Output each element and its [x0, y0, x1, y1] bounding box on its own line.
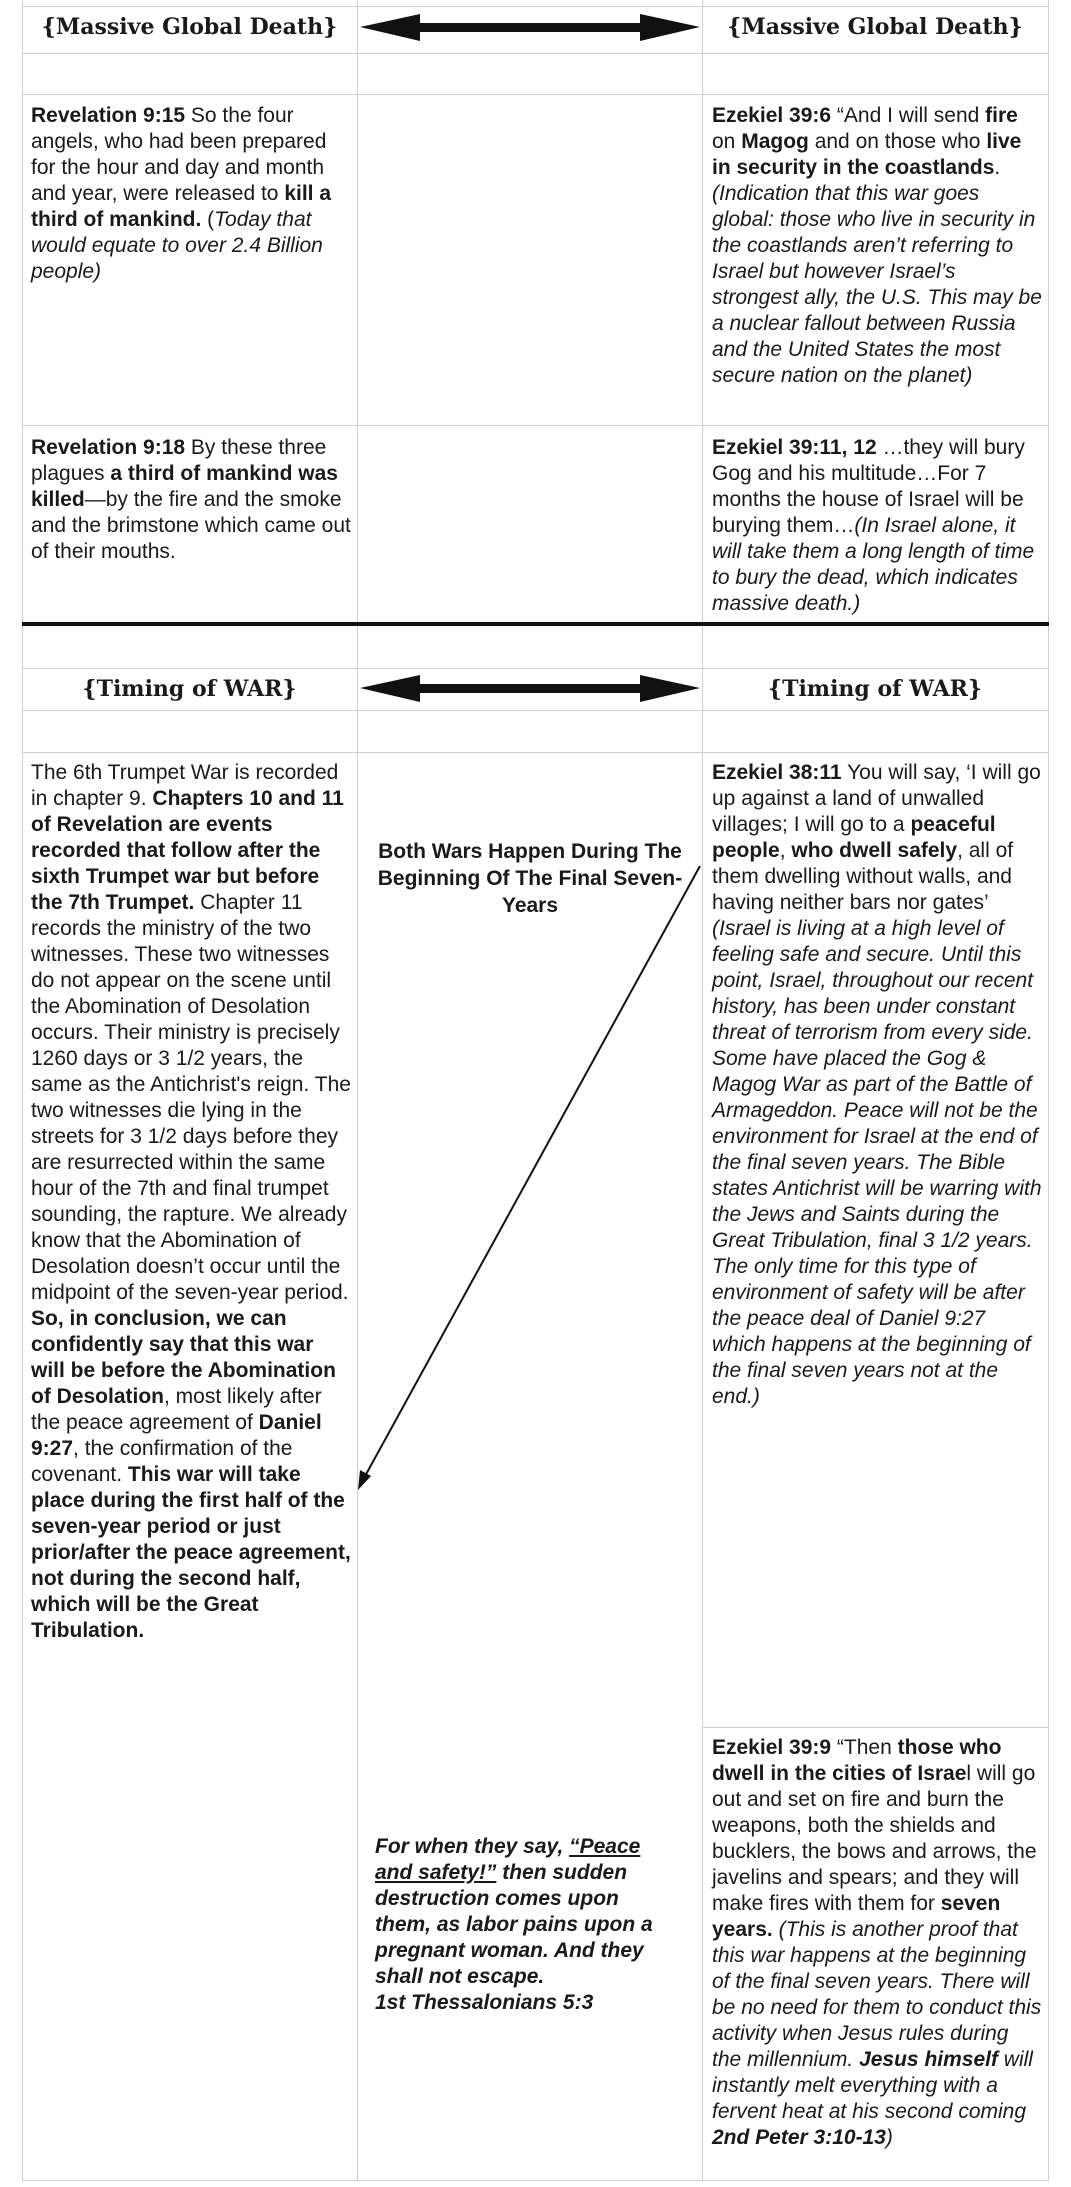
cell-bold-text: who dwell safely [791, 839, 958, 862]
cell-text: and on those who [808, 130, 987, 153]
cell-text: So the four angels, who had been prepared for the hour and day and month and year, were released to [31, 104, 327, 205]
cell-bold-text: kill a third of mankind. [31, 182, 332, 231]
cell-bold-text: 2nd Peter 3:10-13 [712, 2126, 886, 2149]
cell-bold-text: a third of mankind was killed [31, 462, 338, 511]
cell-bold-text: fire [985, 104, 1018, 127]
cell-bold-text: seven years. [712, 1892, 1001, 1941]
cell-bold-text: Daniel 9:27 [31, 1411, 322, 1460]
quote-underlined-text: “Peace and safety!” [375, 1835, 641, 1884]
cell-text: Chapter 11 records the ministry of the two witnesses. These two witnesses do not appear on the scene until the Abomination of Desolation occurs. Their ministry is precisely 1260 days or 3 1/2 years, the same as the Antichrist's reign. The two witnesses die lying in the streets for 3 1/2 days before they are resurrected within the same hour of the 7th and final trumpet sounding, the rapture. We already know that the Abomination of Desolation doesn’t occur until the midpoint of the seven-year period. [31, 891, 351, 1304]
header-massive-death-right: {Massive Global Death} [727, 14, 1023, 40]
scripture-reference: Revelation 9:15 [31, 104, 186, 127]
cell-bold-italic-text: Jesus himself [859, 2048, 998, 2071]
revelation-9-18-cell [31, 435, 353, 565]
cell-italic-text: will instantly melt everything with a fervent heat at his second coming [712, 2048, 1033, 2123]
ezekiel-38-11-cell [712, 760, 1042, 1410]
diagonal-arrow-icon [358, 866, 700, 1490]
ezekiel-39-11-cell [712, 435, 1042, 617]
cell-text: ( [201, 208, 215, 231]
cell-italic-text: (Israel is living at a high level of feeling safe and secure. Until this point, Israel, throughout our recent history, has been under constant threat of terrorism from every side. Some have placed the Gog & Magog War as part of the Battle of Armageddon. Peace will not be the environment for Israel at the end of the final seven years. The Bible states Antichrist will be warring with the Jews and Saints during the Great Tribulation, final 3 1/2 years. The only time for this type of environment of safety will be after the peace deal of Daniel 9:27 which happens at the beginning of the final seven years not at the end.) [712, 917, 1042, 1408]
cell-bold-text: peaceful people [712, 813, 996, 862]
scripture-reference: Ezekiel 39:11, 12 [712, 436, 877, 459]
cell-text: . [994, 156, 1001, 179]
cell-italic-text: ) [885, 2126, 893, 2149]
cell-text: on [712, 130, 742, 153]
cell-text: You will say, ‘I will go up against a land of unwalled villages; I will go to a [712, 761, 1041, 836]
scripture-reference: Ezekiel 39:9 [712, 1736, 832, 1759]
ezekiel-39-6-cell [712, 103, 1042, 389]
sixth-trumpet-cell [31, 760, 353, 1644]
cell-bold-text: Chapters 10 and 11 of Revelation are events recorded that follow after the sixth Trumpet war but before the 7th Trumpet. [31, 787, 344, 914]
cell-text: “Then [831, 1736, 898, 1759]
cell-bold-text: live in security in the coastlands [712, 130, 1022, 179]
ezekiel-39-9-cell [712, 1735, 1042, 2151]
scripture-reference: Revelation 9:18 [31, 436, 186, 459]
header-massive-death-left: {Massive Global Death} [41, 14, 338, 40]
header-timing-left: {Timing of WAR} [82, 676, 297, 702]
cell-text: …they will bury Gog and his multitude…For 7 months the house of Israel will be burying them… [712, 436, 1025, 537]
scripture-reference: Ezekiel 39:6 [712, 104, 832, 127]
cell-text: , all of them dwelling without walls, and having neither bars nor gates’ [712, 839, 1014, 914]
cell-text: The 6th Trumpet War is recorded in chapter 9. [31, 761, 339, 810]
cell-text: , the confirmation of the covenant. [31, 1437, 293, 1486]
quote-text: For when they say, [375, 1835, 570, 1858]
cell-bold-text: This war will take place during the first half of the seven-year period or just prior/after the peace agreement, not during the second half, which will be the Great Tribulation. [31, 1463, 351, 1642]
scripture-reference: Ezekiel 38:11 [712, 761, 842, 784]
both-wars-caption: Both Wars Happen During The Beginning Of The Final Seven-Years [377, 840, 683, 917]
cell-bold-text: Magog [741, 130, 809, 153]
thessalonians-quote [375, 1834, 675, 2016]
cell-text: , [779, 839, 792, 862]
cell-bold-text: those who dwell in the cities of Israe [712, 1736, 1002, 1785]
quote-reference: 1st Thessalonians 5:3 [375, 1991, 594, 2014]
cell-text: By these three plagues [31, 436, 327, 485]
cell-italic-text: (This is another proof that this war happens at the beginning of the final seven years. There will be no need for them to conduct this activity when Jesus rules during the millennium. [712, 1918, 1042, 2071]
cell-text: l will go out and set on fire and burn the weapons, both the shields and bucklers, the bows and arrows, the javelins and spears; and they will make fires with them for [712, 1762, 1037, 1915]
cell-italic-text: (Indication that this war goes global: those who live in security in the coastlands aren’t referring to Israel but however Israel’s strongest ally, the U.S. This may be a nuclear fallout between Russia and the United States the most secure nation on the planet) [712, 182, 1042, 387]
double-arrow-icon [360, 675, 700, 702]
quote-text: then sudden destruction comes upon them, as labor pains upon a pregnant woman. And they shall not escape. [375, 1861, 653, 1988]
header-timing-right: {Timing of WAR} [767, 676, 983, 702]
cell-italic-text: Today that would equate to over 2.4 Billion people) [31, 208, 323, 283]
cell-text: —by the fire and the smoke and the brimstone which came out of their mouths. [31, 488, 351, 563]
cell-italic-text: (In Israel alone, it will take them a long length of time to bury the dead, which indicates massive death.) [712, 514, 1035, 615]
revelation-9-15-cell [31, 103, 353, 285]
cell-text: “And I will send [831, 104, 986, 127]
cell-bold-text: So, in conclusion, we can confidently say that this war will be before the Abomination of Desolation [31, 1307, 336, 1408]
cell-text: , most likely after the peace agreement of [31, 1385, 322, 1434]
double-arrow-icon [360, 14, 700, 41]
